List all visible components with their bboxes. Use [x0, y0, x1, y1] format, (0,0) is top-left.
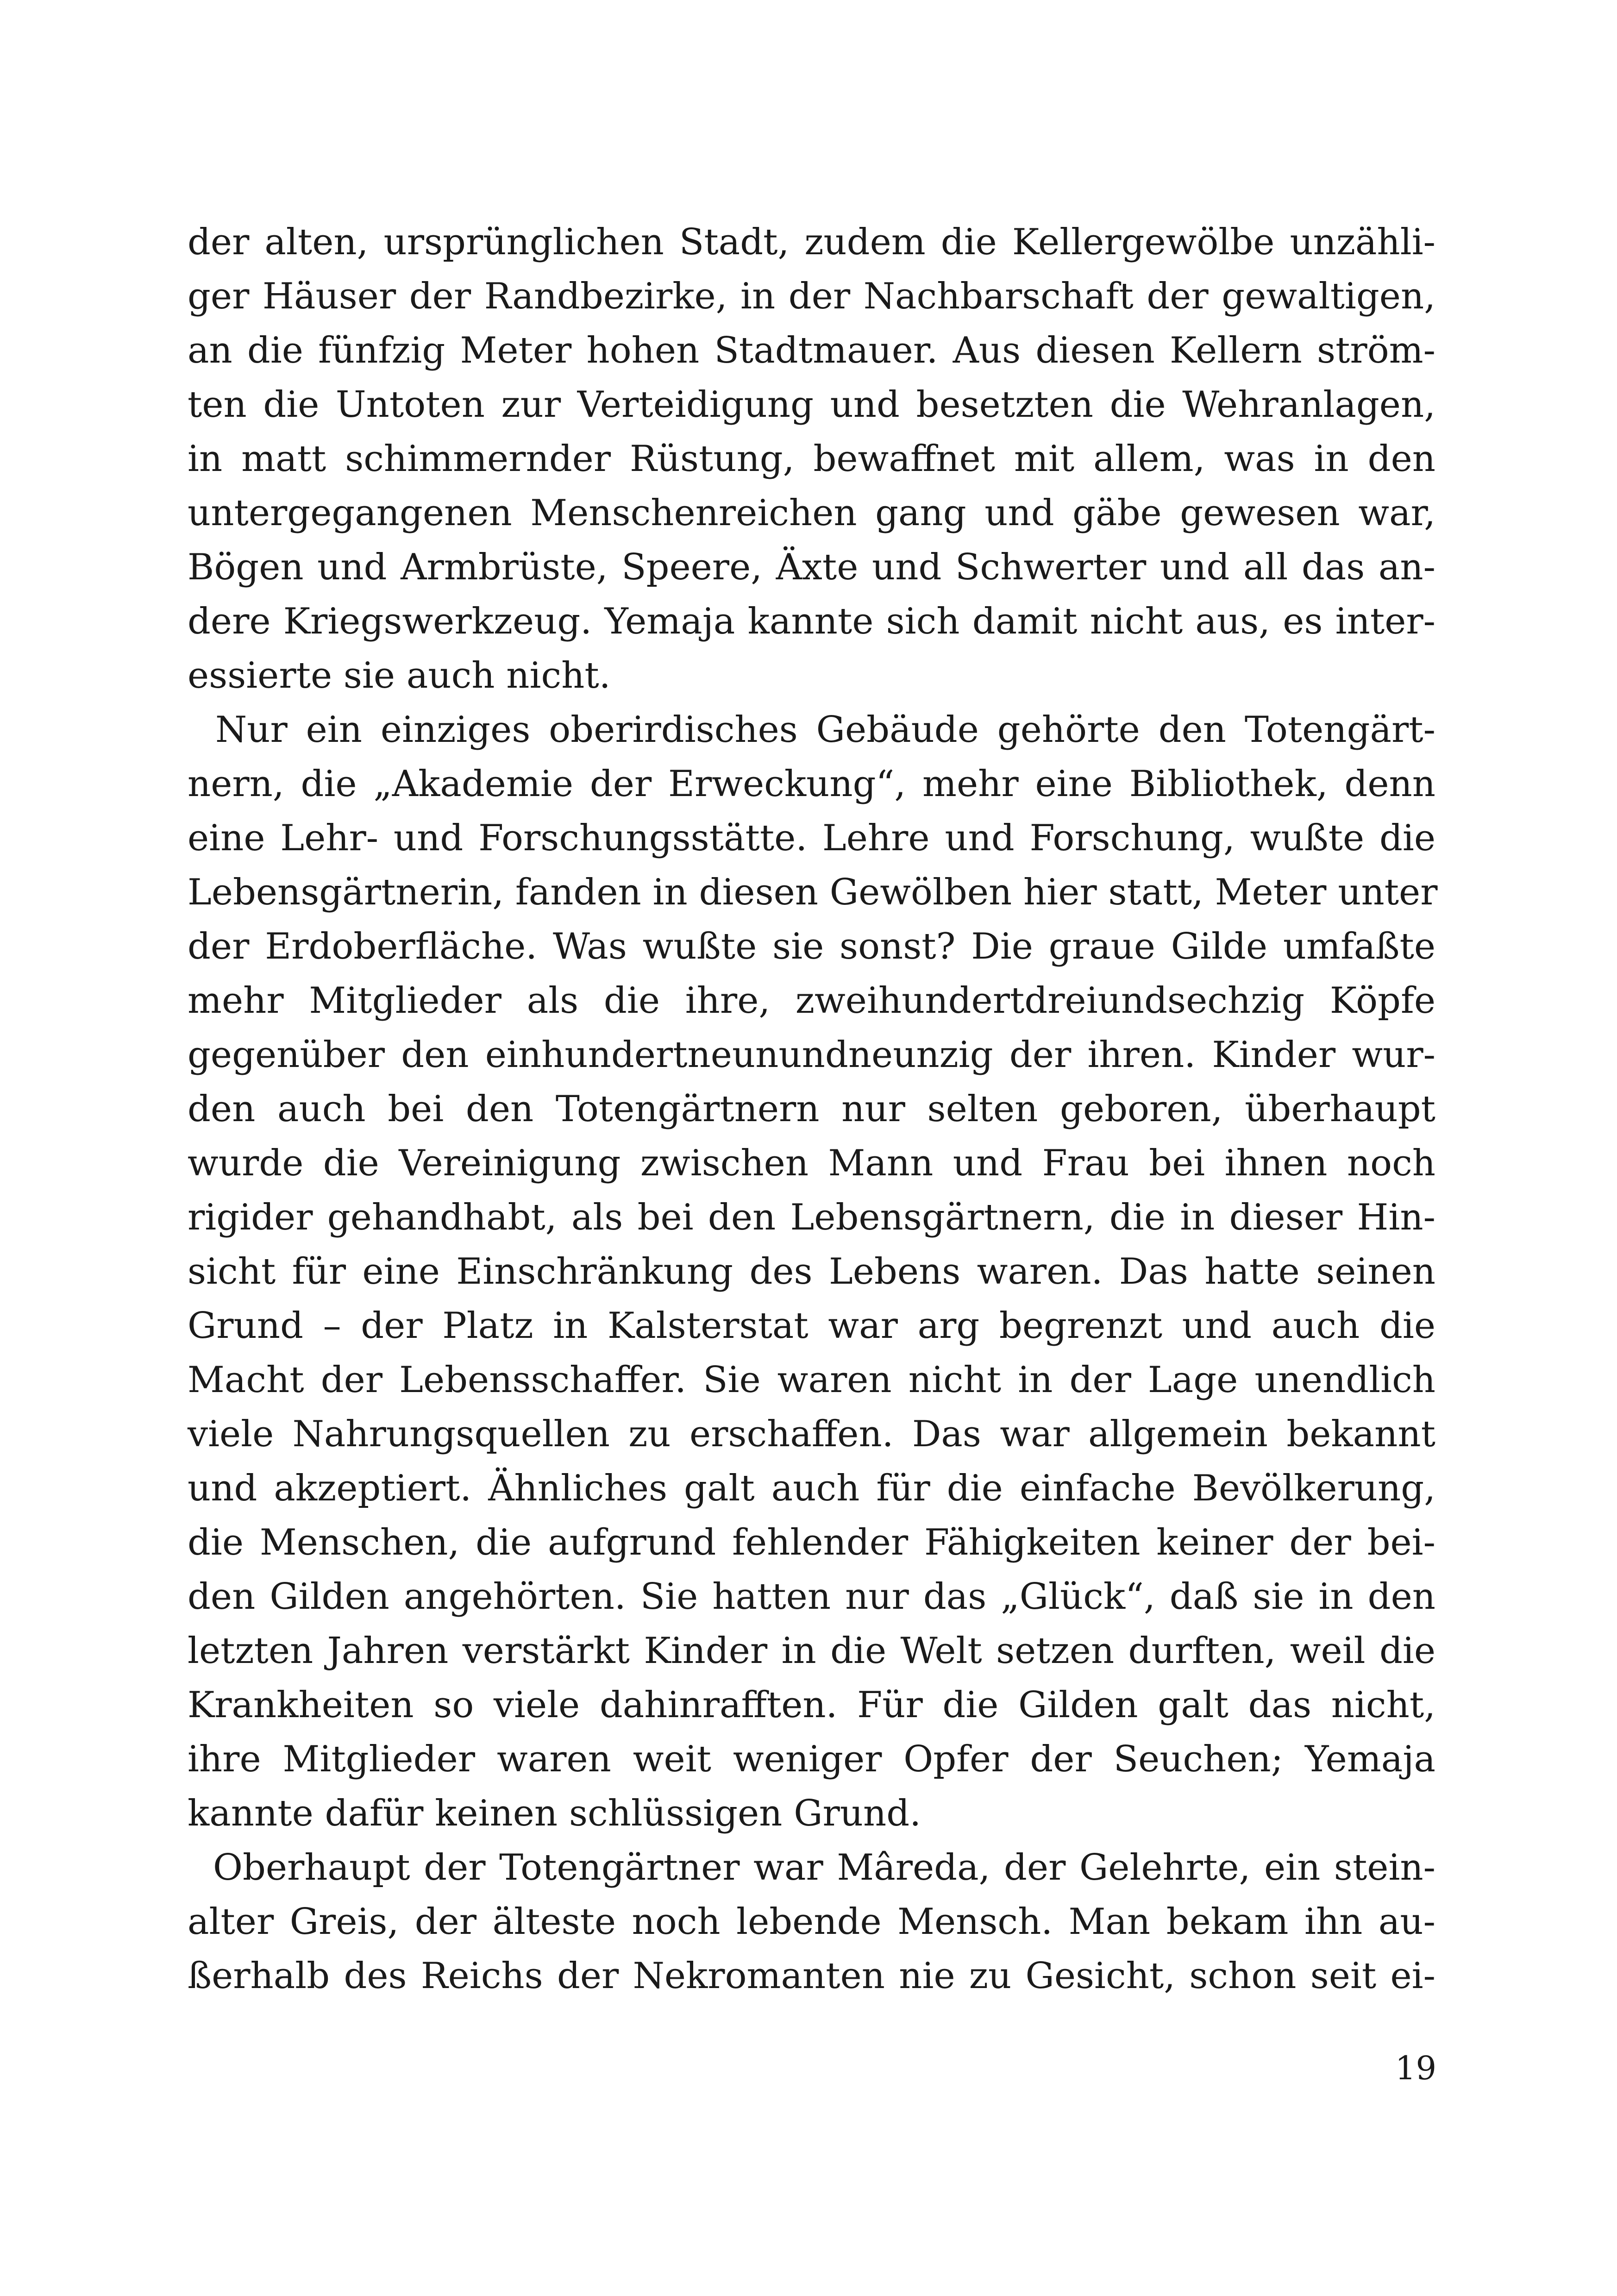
- text-line: nern, die „Akademie der Erweckung“, mehr eine Bibliothek, denn: [188, 763, 1435, 805]
- text-line: ten die Untoten zur Verteidigung und besetzten die Wehranlagen,: [188, 384, 1435, 426]
- text-line: dere Kriegswerkzeug. Yemaja kannte sich damit nicht aus, es inter-: [188, 601, 1435, 642]
- text-line: Lebensgärtnerin, fanden in diesen Gewölben hier statt, Meter unter: [188, 872, 1438, 913]
- text-line: ihre Mitglieder waren weit weniger Opfer der Seuchen; Yemaja: [188, 1738, 1435, 1780]
- text-line: in matt schimmernder Rüstung, bewaffnet mit allem, was in den: [188, 438, 1435, 480]
- text-line: Bögen und Armbrüste, Speere, Äxte und Schwerter und all das an-: [188, 546, 1435, 588]
- text-line: kannte dafür keinen schlüssigen Grund.: [188, 1793, 921, 1834]
- text-line: ger Häuser der Randbezirke, in der Nachbarschaft der gewaltigen,: [188, 276, 1435, 317]
- text-line: Macht der Lebensschaffer. Sie waren nicht in der Lage unendlich: [188, 1359, 1435, 1401]
- text-line: sicht für eine Einschränkung des Lebens waren. Das hatte seinen: [188, 1251, 1435, 1292]
- text-line: Oberhaupt der Totengärtner war Mâreda, der Gelehrte, ein stein-: [213, 1847, 1435, 1888]
- text-line: der alten, ursprünglichen Stadt, zudem die Kellergewölbe unzähli-: [188, 221, 1435, 263]
- text-line: Nur ein einziges oberirdisches Gebäude gehörte den Totengärt-: [215, 709, 1435, 751]
- text-line: der Erdoberfläche. Was wußte sie sonst? Die graue Gilde umfaßte: [188, 926, 1435, 967]
- body-text: [188, 215, 1438, 2003]
- text-line: wurde die Vereinigung zwischen Mann und Frau bei ihnen noch: [188, 1142, 1435, 1184]
- text-line: ßerhalb des Reichs der Nekromanten nie zu Gesicht, schon seit ei-: [188, 1955, 1435, 1997]
- text-line: den auch bei den Totengärtnern nur selten geboren, überhaupt: [188, 1088, 1435, 1130]
- text-line: Grund – der Platz in Kalsterstat war arg begrenzt und auch die: [188, 1305, 1435, 1347]
- text-line: Krankheiten so viele dahinrafften. Für die Gilden galt das nicht,: [188, 1684, 1435, 1726]
- text-line: und akzeptiert. Ähnliches galt auch für die einfache Bevölkerung,: [188, 1468, 1435, 1509]
- text-line: untergegangenen Menschenreichen gang und gäbe gewesen war,: [188, 492, 1435, 534]
- text-line: den Gilden angehörten. Sie hatten nur das „Glück“, daß sie in den: [188, 1576, 1435, 1618]
- text-line: rigider gehandhabt, als bei den Lebensgärtnern, die in dieser Hin-: [188, 1197, 1435, 1238]
- text-line: letzten Jahren verstärkt Kinder in die Welt setzen durften, weil die: [188, 1630, 1435, 1672]
- text-line: essierte sie auch nicht.: [188, 655, 611, 696]
- text-line: eine Lehr- und Forschungsstätte. Lehre und Forschung, wußte die: [188, 817, 1435, 859]
- text-line: an die fünfzig Meter hohen Stadtmauer. Aus diesen Kellern ström-: [188, 330, 1435, 371]
- text-line: gegenüber den einhundertneunundneunzig der ihren. Kinder wur-: [188, 1034, 1435, 1076]
- page-number: 19: [1395, 2049, 1436, 2087]
- text-line: alter Greis, der älteste noch lebende Mensch. Man bekam ihn au-: [188, 1901, 1435, 1943]
- text-line: die Menschen, die aufgrund fehlender Fähigkeiten keiner der bei-: [188, 1522, 1435, 1563]
- text-line: mehr Mitglieder als die ihre, zweihundertdreiundsechzig Köpfe: [188, 980, 1435, 1022]
- text-line: viele Nahrungsquellen zu erschaffen. Das war allgemein bekannt: [188, 1413, 1435, 1455]
